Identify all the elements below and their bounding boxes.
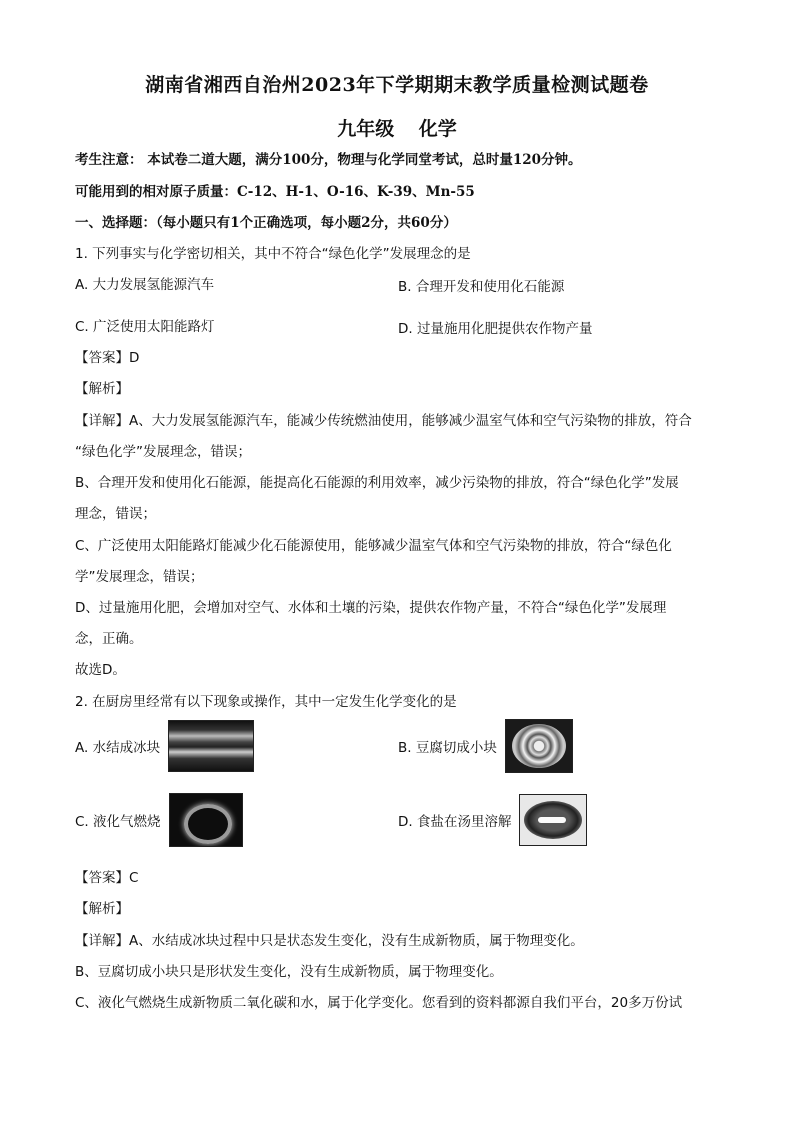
q1-analysis-label: 【解析】: [75, 381, 129, 397]
q1-detail-line: D、过量施用化肥，会增加对空气、水体和土壤的污染，提供农作物产量，不符合“绿色化学”发展理: [75, 600, 667, 616]
section-heading: 一、选择题：（每小题只有1个正确选项，每小题2分，共60分）: [75, 215, 457, 231]
ice-photo: [168, 720, 254, 772]
q2-analysis-label: 【解析】: [75, 901, 129, 917]
q2-detail-line: B、豆腐切成小块只是形状发生变化，没有生成新物质，属于物理变化。: [75, 964, 503, 980]
q2-option-d-label: D. 食盐在汤里溶解: [398, 814, 512, 830]
q2-detail-line: 【详解】A、水结成冰块过程中只是状态发生变化，没有生成新物质，属于物理变化。: [75, 933, 584, 949]
q1-stem: 1. 下列事实与化学密切相关，其中不符合“绿色化学”发展理念的是: [75, 246, 471, 262]
q1-detail-line: 故选D。: [75, 662, 126, 678]
q2-options-row-2: [75, 790, 735, 850]
q2-options-row-1: [75, 716, 735, 776]
q2-detail-line: C、液化气燃烧生成新物质二氧化碳和水，属于化学变化。您看到的资料都源自我们平台，20多万份试: [75, 995, 683, 1011]
q1-detail-line: 【详解】A、大力发展氢能源汽车，能减少传统燃油使用，能够减少温室气体和空气污染物的排放，符合: [75, 413, 692, 429]
page-title: 湖南省湘西自治州2023年下学期期末教学质量检测试题卷: [145, 74, 649, 96]
q2-option-d: [398, 790, 587, 850]
tofu-photo: [505, 719, 573, 773]
page-subtitle: 九年级 化学: [337, 118, 457, 140]
soup-bowl-photo: [519, 794, 587, 846]
q2-option-a: [75, 716, 254, 776]
q2-option-c-label: C. 液化气燃烧: [75, 814, 161, 830]
q1-option-c: C. 广泛使用太阳能路灯: [75, 319, 215, 335]
q2-option-a-label: A. 水结成冰块: [75, 740, 161, 756]
q2-answer: 【答案】C: [75, 870, 139, 886]
atomic-masses: 可能用到的相对原子质量：C-12、H-1、O-16、K-39、Mn-55: [75, 184, 475, 200]
q1-option-a: A. 大力发展氢能源汽车: [75, 277, 215, 293]
q1-detail-line: B、合理开发和使用化石能源，能提高化石能源的利用效率，减少污染物的排放，符合“绿色化学”发展: [75, 475, 679, 491]
q2-stem: 2. 在厨房里经常有以下现象或操作，其中一定发生化学变化的是: [75, 694, 457, 710]
q2-option-b-label: B. 豆腐切成小块: [398, 740, 497, 756]
q1-option-b: B. 合理开发和使用化石能源: [398, 279, 565, 295]
exam-notice: 考生注意： 本试卷二道大题，满分100分，物理与化学同堂考试，总时量120分钟。: [75, 152, 582, 168]
q2-option-b: [398, 716, 573, 776]
q1-detail-line: “绿色化学”发展理念，错误；: [75, 444, 251, 460]
gas-flame-photo: [169, 793, 243, 847]
q1-option-d: D. 过量施用化肥提供农作物产量: [398, 321, 593, 337]
q1-detail-line: 理念，错误；: [75, 506, 156, 522]
q2-option-c: [75, 790, 243, 850]
q1-detail-line: 学”发展理念，错误；: [75, 569, 204, 585]
q1-detail-line: C、广泛使用太阳能路灯能减少化石能源使用，能够减少温室气体和空气污染物的排放，符合“绿色化: [75, 538, 672, 554]
q1-detail-line: 念，正确。: [75, 631, 143, 647]
q1-answer: 【答案】D: [75, 350, 140, 366]
